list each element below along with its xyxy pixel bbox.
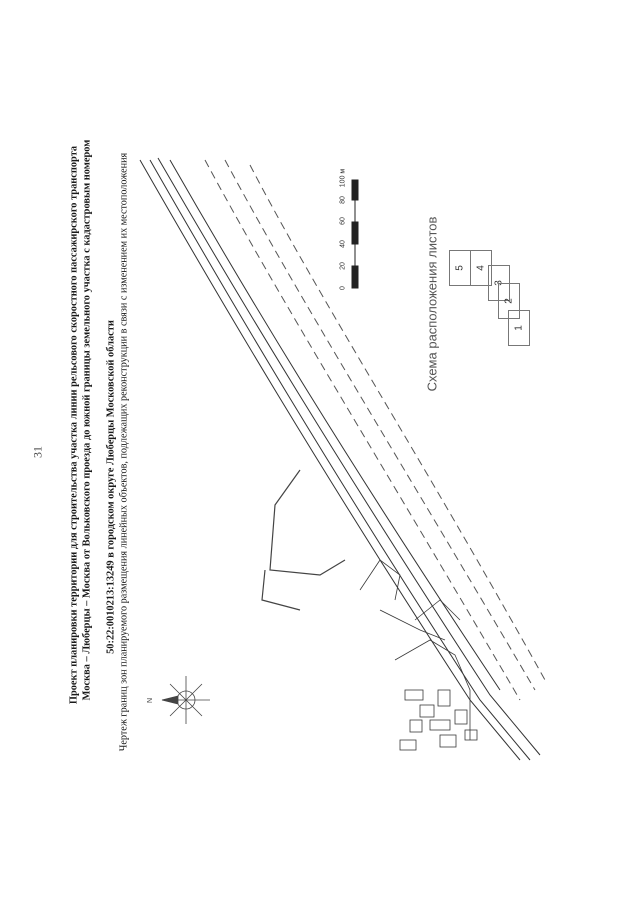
page-number: 31 bbox=[30, 446, 45, 458]
north-label: N bbox=[147, 697, 154, 703]
document-title-line-1: Проект планировки территории для строительства участка линии рельсового скоростного пассажирского транспорта bbox=[68, 145, 80, 705]
sheet-number: 4 bbox=[475, 265, 487, 271]
scale-label-40: 40 bbox=[339, 240, 347, 248]
sheet-scheme-caption: Схема расположения листов bbox=[424, 216, 440, 392]
sheet-number: 2 bbox=[503, 298, 515, 304]
scale-label-20: 20 bbox=[339, 262, 347, 270]
scale-label-60: 60 bbox=[339, 217, 347, 225]
document-title-line-3: 50:22:0010213:13249 в городском округе Люберцы Московской области bbox=[105, 320, 117, 654]
scale-label-0: 0 bbox=[339, 286, 347, 290]
sheet-number: 3 bbox=[493, 280, 505, 286]
scale-label-80: 80 bbox=[339, 196, 347, 204]
scale-bar bbox=[352, 180, 358, 288]
sheet-number: 5 bbox=[454, 265, 466, 271]
sheet-box-5 bbox=[449, 250, 471, 286]
document-title-line-2: Москва – Люберцы – Москва от Вольковского проезда до южной границы земельного участка с кадастровым номером bbox=[81, 139, 93, 701]
zone-boundaries bbox=[205, 160, 545, 700]
scale-label-100: 100 м bbox=[339, 168, 347, 188]
sheet-number: 1 bbox=[513, 325, 525, 331]
urban-blocks bbox=[360, 560, 477, 750]
north-arrow-icon bbox=[162, 676, 210, 724]
sheet-box-1 bbox=[508, 310, 530, 346]
document-subtitle: Чертеж границ зон планируемого размещения линейных объектов, подлежащих реконструкции в связи с изменением их местоположения bbox=[118, 152, 130, 752]
service-road bbox=[262, 470, 345, 610]
rail-corridor bbox=[140, 158, 540, 760]
